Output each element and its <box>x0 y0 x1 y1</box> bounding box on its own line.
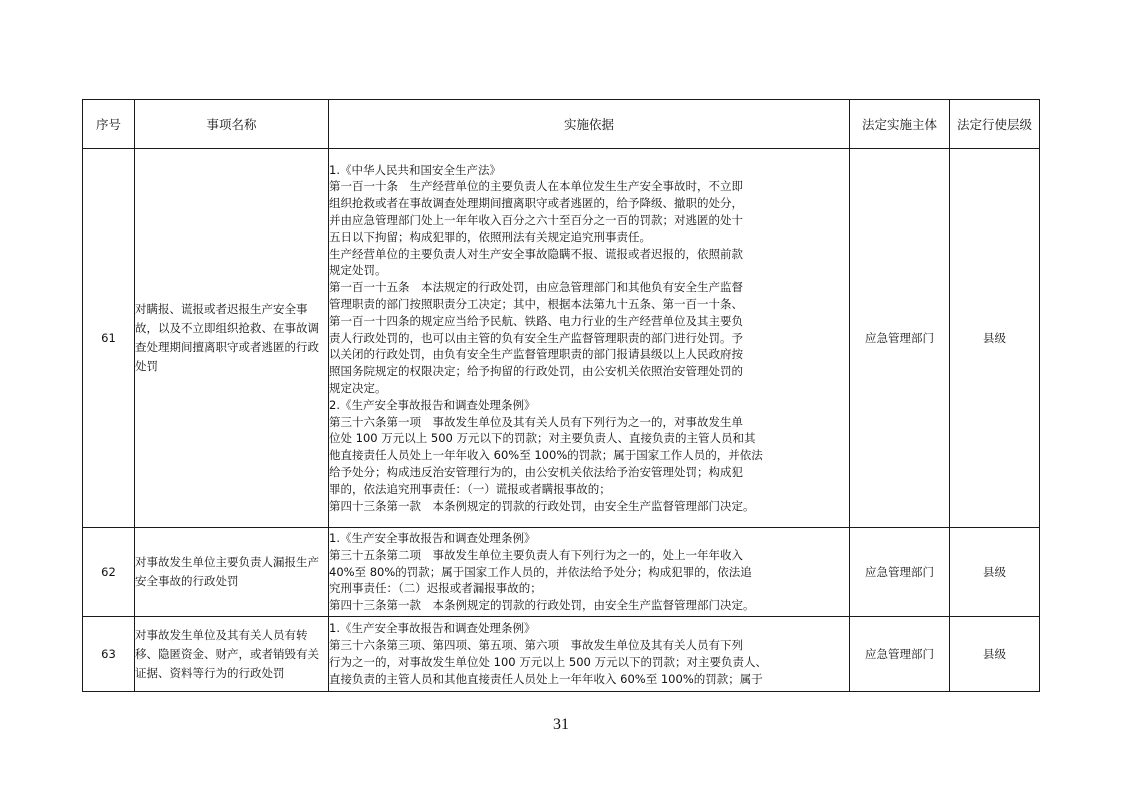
row-item-name: 对事故发生单位及其有关人员有转移、隐匿资金、财产，或者销毁有关证据、资料等行为的行政处罚 <box>135 617 329 692</box>
basis-line: 罪的，依法追究刑事责任：（一）谎报或者瞒报事故的； <box>329 481 611 496</box>
header-level: 法定行使层级 <box>950 100 1040 149</box>
row-num: 61 <box>83 149 135 528</box>
row-num: 63 <box>83 617 135 692</box>
row-basis <box>329 149 850 528</box>
row-level: 县级 <box>950 149 1040 528</box>
page-number: 31 <box>553 716 569 733</box>
table-header-row <box>83 100 1040 149</box>
basis-line: 第四十三条第一款 本条例规定的罚款的行政处罚，由安全生产监督管理部门决定。 <box>329 598 755 613</box>
basis-line: 行为之一的，对事故发生单位处 100 万元以上 500 万元以下的罚款；对主要负责人、 <box>329 655 768 669</box>
table-row <box>83 617 1040 692</box>
header-num: 序号 <box>83 100 135 149</box>
basis-line: 规定决定。 <box>329 380 387 395</box>
basis-line: 40%至 80%的罚款；属于国家工作人员的，并依法给予处分；构成犯罪的，依法追 <box>329 564 752 579</box>
basis-line: 第三十六条第三项、第四项、第五项、第六项 事故发生单位及其有关人员有下列 <box>329 638 743 653</box>
basis-line: 管理职责的部门按照职责分工决定；其中，根据本法第九十五条、第一百一十条、 <box>329 297 743 311</box>
basis-line: 责人行政处罚的，也可以由主管的负有安全生产监督管理职责的部门进行处罚。予 <box>329 330 743 345</box>
basis-line: 究刑事责任：（二）迟报或者漏报事故的； <box>329 581 542 596</box>
header-basis: 实施依据 <box>329 100 850 149</box>
basis-line: 直接负责的主管人员和其他直接责任人员处上一年年收入 60%至 100%的罚款；属于 <box>329 671 763 686</box>
header-name: 事项名称 <box>135 100 329 149</box>
basis-line: 第一百一十条 生产经营单位的主要负责人在本单位发生生产安全事故时，不立即 <box>329 179 743 194</box>
row-item-name: 对事故发生单位主要负责人漏报生产安全事故的行政处罚 <box>135 528 329 617</box>
basis-line: 1.《生产安全事故报告和调查处理条例》 <box>329 621 536 636</box>
header-subject: 法定实施主体 <box>850 100 950 149</box>
basis-line: 规定处罚。 <box>329 263 387 278</box>
row-level: 县级 <box>950 528 1040 617</box>
basis-line: 第三十六条第一项 事故发生单位及其有关人员有下列行为之一的，对事故发生单 <box>329 414 743 429</box>
basis-line: 以关闭的行政处罚，由负有安全生产监督管理职责的部门报请县级以上人民政府按 <box>329 347 743 362</box>
regulation-table <box>82 99 1040 692</box>
basis-line: 第四十三条第一款 本条例规定的罚款的行政处罚，由安全生产监督管理部门决定。 <box>329 498 755 513</box>
basis-line: 第一百一十四条的规定应当给予民航、铁路、电力行业的生产经营单位及其主要负 <box>329 313 743 328</box>
row-level: 县级 <box>950 617 1040 692</box>
basis-line: 给予处分；构成违反治安管理行为的，由公安机关依法给予治安管理处罚；构成犯 <box>329 464 743 479</box>
basis-line: 1.《生产安全事故报告和调查处理条例》 <box>329 531 536 545</box>
row-item-name: 对瞒报、谎报或者迟报生产安全事故，以及不立即组织抢救、在事故调查处理期间擅离职守或者逃匿的行政处罚 <box>135 149 329 528</box>
row-basis <box>329 528 850 617</box>
basis-line: 第一百一十五条 本法规定的行政处罚，由应急管理部门和其他负有安全生产监督 <box>329 280 743 295</box>
table-row <box>83 528 1040 617</box>
basis-line: 照国务院规定的权限决定；给予拘留的行政处罚，由公安机关依照治安管理处罚的 <box>329 364 743 379</box>
row-num: 62 <box>83 528 135 617</box>
basis-line: 2.《生产安全事故报告和调查处理条例》 <box>329 397 536 412</box>
basis-line: 五日以下拘留；构成犯罪的，依照刑法有关规定追究刑事责任。 <box>329 229 651 244</box>
basis-line: 位处 100 万元以上 500 万元以下的罚款；对主要负责人、直接负责的主管人员和其 <box>329 431 756 446</box>
table-row <box>83 149 1040 528</box>
row-basis <box>329 617 850 692</box>
basis-line: 他直接责任人员处上一年年收入 60%至 100%的罚款；属于国家工作人员的，并依法 <box>329 448 763 463</box>
basis-line: 组织抢救或者在事故调查处理期间擅离职守或者逃匿的，给予降级、撤职的处分， <box>329 196 743 211</box>
basis-line: 1.《中华人民共和国安全生产法》 <box>329 162 501 177</box>
basis-line: 并由应急管理部门处上一年年收入百分之六十至百分之一百的罚款；对逃匿的处十 <box>329 213 743 228</box>
basis-line: 生产经营单位的主要负责人对生产安全事故隐瞒不报、谎报或者迟报的，依照前款 <box>329 246 743 261</box>
row-subject: 应急管理部门 <box>850 149 950 528</box>
basis-line: 第三十五条第二项 事故发生单位主要负责人有下列行为之一的，处上一年年收入 <box>329 547 743 562</box>
row-subject: 应急管理部门 <box>850 528 950 617</box>
row-subject: 应急管理部门 <box>850 617 950 692</box>
